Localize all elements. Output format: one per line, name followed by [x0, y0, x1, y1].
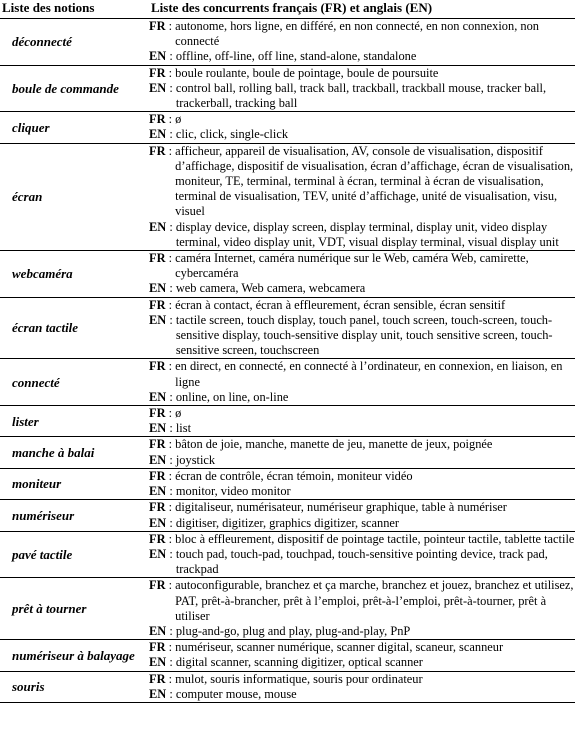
en-entry: [149, 516, 575, 531]
fr-terms: en direct, en connecté, en connecté à l’ordinateur, en connexion, en liaison, en ligne: [175, 359, 563, 389]
concurrents-cell: [149, 578, 575, 640]
separator: :: [165, 531, 176, 546]
separator: :: [166, 452, 176, 467]
fr-terms: afficheur, appareil de visualisation, AV, console de visualisation, dispositif d’affichage, dispositif de visualisation, écran d’affichage, écran de visualisation, moniteur, TE, terminal, terminal à écran, terminal à écran de visualisation, terminal de visualisation, TEV, unité d’affichage, unité de visualisation, visu, visuel: [175, 143, 574, 219]
fr-entry: [149, 437, 575, 452]
table-row: [0, 640, 575, 671]
separator: :: [165, 500, 176, 515]
table-row: [0, 251, 575, 298]
fr-terms: digitaliseur, numérisateur, numériseur graphique, table à numériser: [175, 500, 507, 515]
en-terms: digital scanner, scanning digitizer, optical scanner: [175, 655, 423, 670]
concurrents-cell: [149, 531, 575, 578]
en-entry: [149, 687, 575, 702]
en-label: EN: [149, 686, 167, 701]
en-label: EN: [149, 546, 167, 561]
notion-cell: écran tactile: [12, 320, 79, 336]
fr-entry: [149, 251, 575, 281]
en-terms: list: [175, 421, 192, 436]
fr-terms: écran de contrôle, écran témoin, moniteur vidéo: [175, 468, 413, 483]
notion-cell: lister: [12, 413, 39, 429]
fr-entry: [149, 406, 575, 421]
fr-terms: écran à contact, écran à effleurement, écran sensible, écran sensitif: [175, 297, 506, 312]
fr-label: FR: [149, 112, 166, 127]
fr-label: FR: [149, 359, 166, 374]
table-row: [0, 143, 575, 250]
table-row: [0, 112, 575, 143]
concurrents-cell: [149, 65, 575, 112]
en-entry: [149, 421, 575, 436]
separator: :: [166, 546, 176, 561]
table-row: [0, 406, 575, 437]
fr-label: FR: [149, 640, 166, 655]
en-label: EN: [149, 421, 167, 436]
concurrents-cell: [149, 640, 575, 671]
table-row: [0, 359, 575, 406]
en-entry: [149, 127, 575, 142]
fr-label: FR: [149, 251, 166, 266]
en-terms: computer mouse, mouse: [175, 686, 297, 701]
notion-cell: numériseur à balayage: [12, 647, 135, 663]
en-terms: display device, display screen, display terminal, display unit, video display terminal, video display unit, VDT, visual display terminal, visual display unit: [175, 219, 559, 249]
notion-cell: pavé tactile: [12, 546, 73, 562]
notion-cell: connecté: [12, 374, 60, 390]
notion-cell: manche à balai: [12, 445, 95, 461]
table-row: [0, 437, 575, 468]
en-terms: joystick: [175, 452, 216, 467]
separator: :: [166, 655, 176, 670]
en-entry: [149, 281, 575, 296]
separator: :: [165, 297, 176, 312]
notion-cell: cliquer: [12, 119, 50, 135]
concurrents-cell: [149, 251, 575, 298]
en-label: EN: [149, 49, 167, 64]
fr-label: FR: [149, 143, 166, 158]
separator: :: [165, 65, 176, 80]
table-body: [0, 19, 575, 703]
notion-cell: déconnecté: [12, 34, 72, 50]
header-notions: Liste des notions: [2, 0, 95, 15]
concurrents-cell: [149, 143, 575, 250]
notion-cell: moniteur: [12, 476, 62, 492]
en-label: EN: [149, 219, 167, 234]
fr-entry: [149, 112, 575, 127]
separator: :: [166, 686, 176, 701]
en-terms: offline, off-line, off line, stand-alone, standalone: [175, 49, 417, 64]
separator: :: [165, 671, 176, 686]
en-label: EN: [149, 452, 167, 467]
en-label: EN: [149, 127, 167, 142]
notion-cell: écran: [12, 189, 43, 205]
concurrents-cell: [149, 468, 575, 499]
en-entry: [149, 81, 575, 111]
fr-terms: bloc à effleurement, dispositif de pointage tactile, pointeur tactile, tablette tactile: [175, 531, 575, 546]
en-label: EN: [149, 515, 167, 530]
table-row: [0, 65, 575, 112]
en-entry: [149, 624, 575, 639]
fr-entry: [149, 359, 575, 389]
header-concurrents: Liste des concurrents français (FR) et anglais (EN): [151, 0, 433, 15]
separator: :: [165, 359, 176, 374]
notion-cell: souris: [12, 679, 45, 695]
en-terms: web camera, Web camera, webcamera: [175, 281, 366, 296]
fr-label: FR: [149, 531, 166, 546]
concurrents-cell: [149, 112, 575, 143]
en-terms: digitiser, digitizer, graphics digitizer, scanner: [175, 515, 400, 530]
concurrents-cell: [149, 297, 575, 359]
separator: :: [165, 578, 176, 593]
header-row: [0, 0, 575, 19]
fr-entry: [149, 66, 575, 81]
separator: :: [165, 437, 176, 452]
notion-cell: prêt à tourner: [12, 601, 87, 617]
fr-terms: boule roulante, boule de pointage, boule de poursuite: [175, 65, 439, 80]
concurrents-cell: [149, 500, 575, 531]
notion-cell: webcaméra: [12, 266, 73, 282]
table-row: [0, 578, 575, 640]
separator: :: [166, 484, 176, 499]
table-row: [0, 671, 575, 702]
fr-entry: [149, 144, 575, 220]
fr-label: FR: [149, 500, 166, 515]
fr-label: FR: [149, 406, 166, 421]
separator: :: [166, 515, 176, 530]
separator: :: [165, 143, 176, 158]
table-row: [0, 531, 575, 578]
fr-label: FR: [149, 468, 166, 483]
en-terms: tactile screen, touch display, touch panel, touch screen, touch-screen, touch-sensitive display, touch-sensitive display unit, touch sensitive screen, touch-sensitive screen, touchscreen: [175, 312, 553, 358]
separator: :: [165, 251, 176, 266]
fr-label: FR: [149, 578, 166, 593]
notion-cell: boule de commande: [12, 80, 119, 96]
fr-entry: [149, 469, 575, 484]
en-entry: [149, 390, 575, 405]
en-terms: monitor, video monitor: [175, 484, 291, 499]
en-label: EN: [149, 80, 167, 95]
en-entry: [149, 547, 575, 577]
fr-terms: bâton de joie, manche, manette de jeu, manette de jeux, poignée: [175, 437, 493, 452]
en-label: EN: [149, 312, 167, 327]
fr-entry: [149, 640, 575, 655]
en-entry: [149, 655, 575, 670]
separator: :: [166, 49, 176, 64]
concurrents-cell: [149, 437, 575, 468]
fr-terms: autoconfigurable, branchez et ça marche, branchez et jouez, branchez et utilisez, PAT, prêt-à-brancher, prêt à l’emploi, prêt-à-l’emploi, prêt-à-tourner, prêt à utiliser: [175, 578, 574, 623]
en-entry: [149, 484, 575, 499]
notion-cell: numériseur: [12, 507, 75, 523]
table-row: [0, 297, 575, 359]
fr-terms: numériseur, scanner numérique, scanner digital, scaneur, scanneur: [175, 640, 504, 655]
fr-entry: [149, 500, 575, 515]
separator: :: [166, 219, 176, 234]
en-entry: [149, 49, 575, 64]
concurrents-cell: [149, 359, 575, 406]
fr-label: FR: [149, 297, 166, 312]
en-terms: touch pad, touch-pad, touchpad, touch-sensitive pointing device, track pad, trackpad: [175, 546, 548, 577]
fr-label: FR: [149, 65, 166, 80]
en-label: EN: [149, 281, 167, 296]
fr-terms: ø: [175, 112, 182, 127]
separator: :: [166, 127, 176, 142]
fr-entry: [149, 19, 575, 49]
en-label: EN: [149, 484, 167, 499]
fr-terms: caméra Internet, caméra numérique sur le Web, caméra Web, camirette, cybercaméra: [175, 251, 529, 281]
en-entry: [149, 313, 575, 359]
concurrents-cell: [149, 19, 575, 66]
fr-label: FR: [149, 19, 166, 33]
separator: :: [166, 80, 176, 95]
separator: :: [166, 623, 176, 638]
en-entry: [149, 453, 575, 468]
fr-terms: autonome, hors ligne, en différé, en non connecté, en non connexion, non connecté: [175, 19, 539, 49]
en-terms: plug-and-go, plug and play, plug-and-play, PnP: [175, 623, 411, 638]
table-row: [0, 500, 575, 531]
concurrents-cell: [149, 406, 575, 437]
table-row: [0, 468, 575, 499]
en-terms: clic, click, single-click: [175, 127, 289, 142]
fr-terms: ø: [175, 406, 182, 421]
en-terms: online, on line, on-line: [175, 389, 289, 404]
fr-entry: [149, 672, 575, 687]
separator: :: [166, 421, 176, 436]
separator: :: [165, 640, 176, 655]
en-terms: control ball, rolling ball, track ball, trackball, trackball mouse, tracker ball, trackerball, tracking ball: [175, 80, 547, 111]
en-label: EN: [149, 389, 167, 404]
separator: :: [165, 406, 176, 421]
en-label: EN: [149, 655, 167, 670]
fr-entry: [149, 532, 575, 547]
fr-terms: mulot, souris informatique, souris pour ordinateur: [175, 671, 423, 686]
separator: :: [165, 19, 176, 33]
concurrents-cell: [149, 671, 575, 702]
fr-entry: [149, 298, 575, 313]
fr-label: FR: [149, 671, 166, 686]
en-label: EN: [149, 623, 167, 638]
separator: :: [166, 389, 176, 404]
separator: :: [166, 281, 176, 296]
table-row: [0, 19, 575, 66]
fr-entry: [149, 578, 575, 624]
separator: :: [166, 312, 176, 327]
separator: :: [165, 112, 176, 127]
en-entry: [149, 220, 575, 250]
fr-label: FR: [149, 437, 166, 452]
separator: :: [165, 468, 176, 483]
